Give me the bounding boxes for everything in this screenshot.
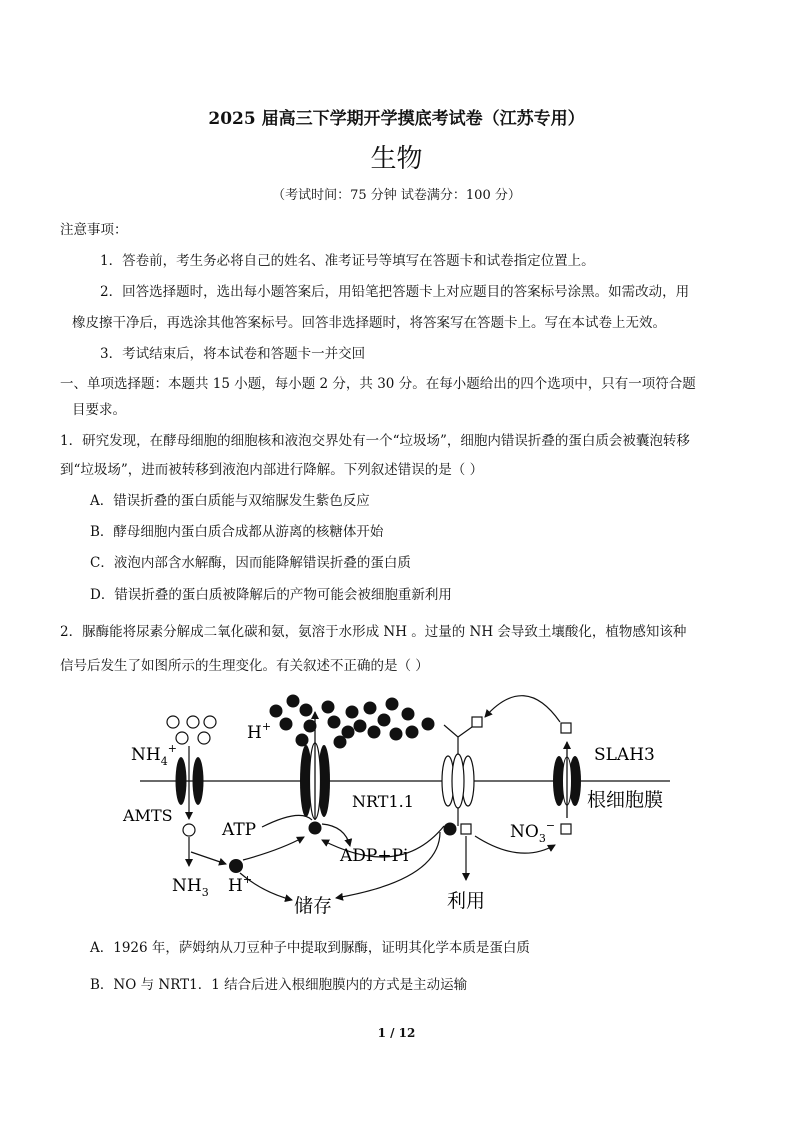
q1-option-c: C．液泡内部含水解酶，因而能降解错误折叠的蛋白质 — [90, 555, 411, 571]
no3-outside-square — [561, 723, 571, 733]
q2-stem: 2．脲酶能将尿素分解成二氧化碳和氨，氨溶于水形成 NH 。过量的 NH 会导致土壤酸化，植物感知该种 — [60, 624, 687, 640]
q2-option-b: B．NO 与 NRT1．1 结合后进入根细胞膜内的方式是主动运输 — [90, 977, 468, 993]
nh4-inside-circle — [183, 824, 195, 836]
notice-item: 橡皮擦干净后，再选涂其他答案标号。回答非选择题时，将答案写在答题卡上。写在本试卷上无效。 — [72, 315, 666, 331]
signal-square — [472, 717, 482, 727]
notice-heading: 注意事项： — [60, 222, 128, 238]
amts-label: AMTS — [123, 806, 173, 825]
amts-protein — [176, 757, 187, 805]
no3-inside-square — [561, 824, 571, 834]
amts-protein — [193, 757, 204, 805]
q1-option-b: B．酵母细胞内蛋白质合成都从游离的核糖体开始 — [90, 524, 384, 540]
no3-nrt-square — [461, 824, 471, 834]
nh4-label: $NH_4^+$ — [131, 742, 177, 768]
q1-option-d: D．错误折叠的蛋白质被降解后的产物可能会被细胞重新利用 — [90, 587, 452, 603]
nh4-circle-group — [167, 716, 216, 744]
atp-label: ATP — [222, 820, 257, 840]
notice-item: 1．答卷前，考生务必将自己的姓名、准考证号等填写在答题卡和试卷指定位置上。 — [100, 253, 595, 269]
exam-title: 2025 届高三下学期开学摸底考试卷（江苏专用） — [208, 109, 585, 129]
adp-label: ADP+Pi — [340, 846, 409, 866]
notice-item: 2．回答选择题时，选出每小题答案后，用铅笔把答题卡上对应题目的答案标号涂黑。如需改动，用 — [100, 284, 690, 300]
nrt-protein — [442, 754, 474, 808]
h-nrt-dot — [444, 823, 457, 836]
q1-stem: 1．研究发现，在酵母细胞的细胞核和液泡交界处有一个“垃圾场”，细胞内错误折叠的蛋白质会被囊泡转移 — [60, 433, 690, 449]
q2-option-a: A．1926 年，萨姆纳从刀豆种子中提取到脲酶，证明其化学本质是蛋白质 — [90, 940, 530, 956]
h-pump-dot — [309, 822, 322, 835]
notice-item: 3．考试结束后，将本试卷和答题卡一并交回 — [100, 346, 366, 362]
transport-diagram — [0, 680, 793, 920]
section-heading-cont: 目要求。 — [72, 402, 126, 418]
h-outside-dots — [270, 695, 435, 749]
no3-label: $NO_3^-$ — [510, 819, 556, 845]
q2-stem-cont: 信号后发生了如图所示的生理变化。有关叙述不正确的是（ ） — [60, 658, 429, 674]
section-heading: 一、单项选择题：本题共 15 小题，每小题 2 分，共 30 分。在每小题给出的四个选项中，只有一项符合题 — [60, 376, 696, 392]
h-inside-label: H+ — [228, 873, 253, 896]
h-outside-label: H+ — [247, 720, 272, 743]
q1-option-a: A．错误折叠的蛋白质能与双缩脲发生紫色反应 — [90, 493, 370, 509]
use-label: 利用 — [447, 890, 486, 912]
nh3-label: $NH_3$ — [172, 876, 209, 899]
q1-stem-cont: 到“垃圾场”，进而被转移到液泡内部进行降解。下列叙述错误的是（ ） — [60, 462, 484, 478]
membrane-label: 根细胞膜 — [587, 789, 664, 811]
exam-time-info: （考试时间：75 分钟 试卷满分：100 分） — [272, 188, 521, 203]
subject-title: 生物 — [370, 144, 423, 174]
h-inside-dot — [229, 859, 243, 873]
slah3-label: SLAH3 — [594, 745, 655, 765]
storage-label: 储存 — [294, 895, 333, 917]
nrt-label: NRT1.1 — [352, 792, 414, 811]
page-number: 1 / 12 — [377, 1026, 416, 1040]
